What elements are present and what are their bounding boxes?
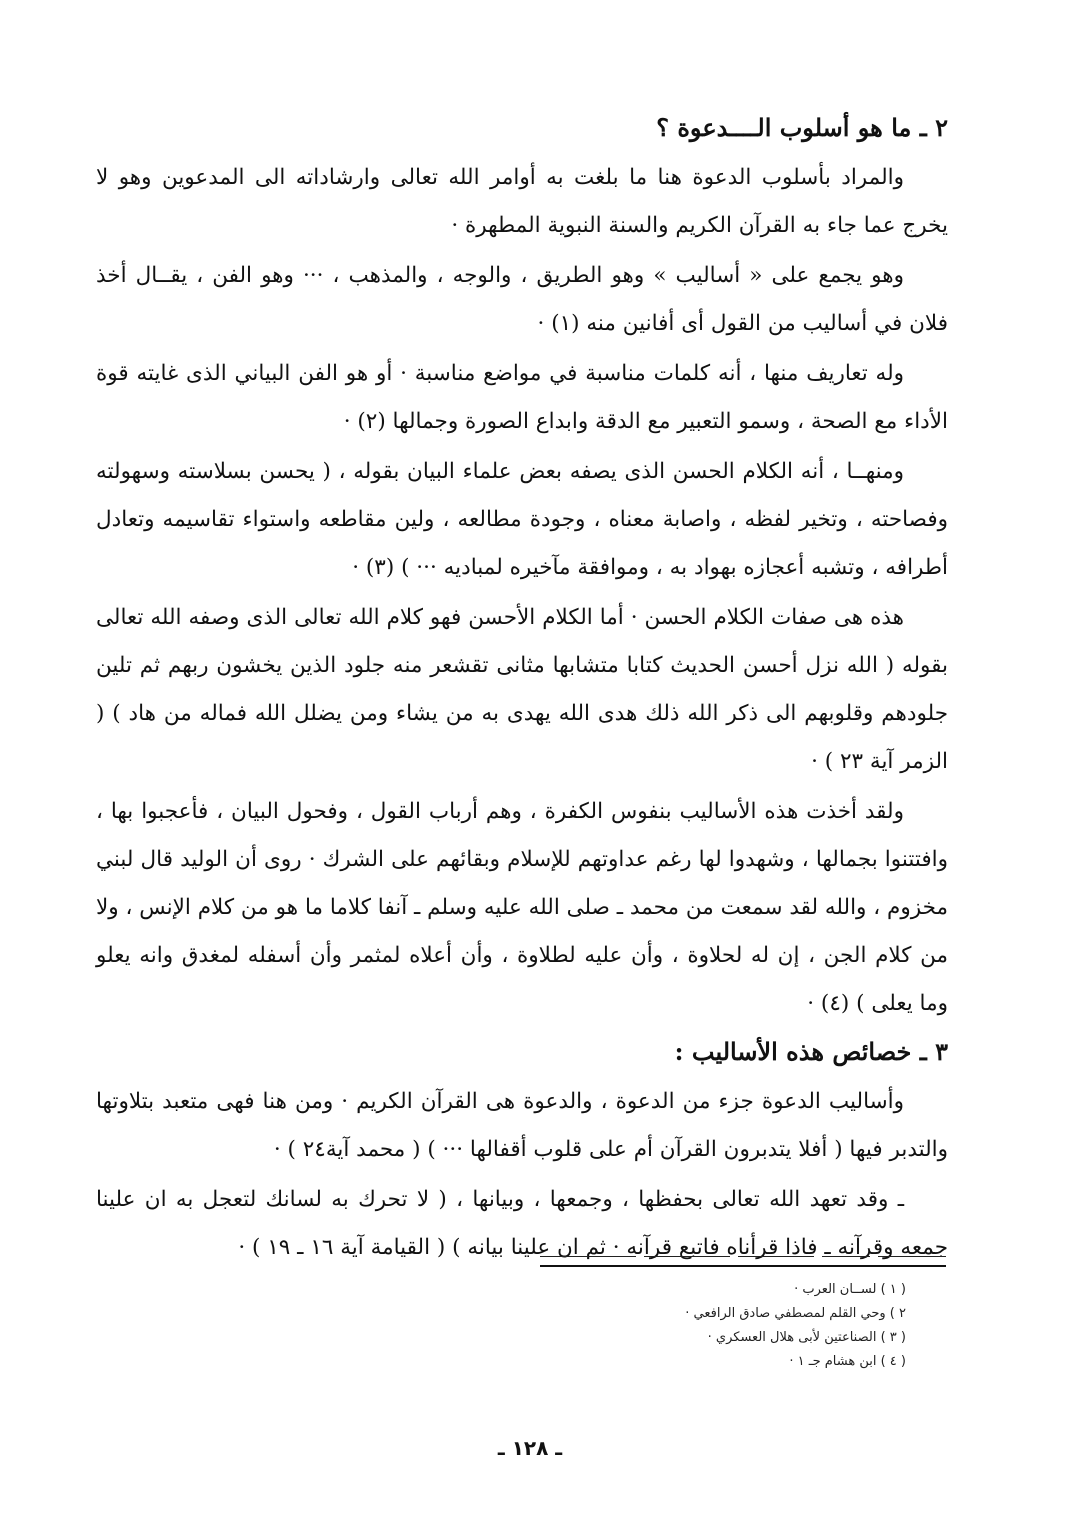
page-number: ـ ١٢٨ ـ xyxy=(497,1436,563,1460)
paragraph: وله تعاريف منها ، أنه كلمات مناسبة في مواضع مناسبة · أو هو الفن البياني الذى غايته قوة الأداء مع الصحة ، وسمو التعبير مع الدقة وابداع الصورة وجمالها (٢) · xyxy=(96,361,948,434)
section-heading-2: ٢ ـ ما هو أسلوب الــــدعوة ؟ xyxy=(656,113,948,142)
footnote-separator-dash xyxy=(878,1256,946,1257)
page-body xyxy=(96,108,948,1272)
footnote-separator-rule xyxy=(540,1265,946,1267)
paragraph: ـ وقد تعهد الله تعالى بحفظها ، وجمعها ، وبيانها ، ( لا تحرك به لسانك لتعجل به ان علينا جمعه وقرآنه ـ فاذا قرأناه فاتبع قرآنه · ثم ان علينا بيانه ) ( القيامة آية ١٦ ـ ١٩ ) · xyxy=(96,1187,948,1260)
paragraph: وأساليب الدعوة جزء من الدعوة ، والدعوة هى القرآن الكريم · ومن هنا فهى متعبد بتلاوتها والتدبر فيها ( أفلا يتدبرون القرآن أم على قلوب أقفالها ··· ) ( محمد آية٢٤ ) · xyxy=(96,1089,948,1162)
paragraph: هذه هى صفات الكلام الحسن · أما الكلام الأحسن فهو كلام الله تعالى الذى وصفه الله تعالى بقوله ( الله نزل أحسن الحديث كتابا متشابها مثانى تقشعر منه جلود الذين يخشون ربهم ثم تلين جلودهم وقلوبهم الى ذكر الله ذلك هدى الله يهدى به من يشاء ومن يضلل الله فماله من هاد ) ( الزمر آية ٢٣ ) · xyxy=(96,605,948,774)
section-heading-3: ٣ ـ خصائص هذه الأساليب : xyxy=(674,1037,948,1066)
footnote: ( ٤ ) ابن هشام جـ ١ · xyxy=(789,1354,906,1369)
footnote: ٢ ) وحي القلم لمصطفي صادق الرافعي · xyxy=(685,1306,906,1321)
footnote-separator-dash xyxy=(540,1256,636,1257)
footnote-separator-dash xyxy=(644,1256,730,1257)
footnote-separator-dash xyxy=(738,1256,814,1257)
footnote: ( ٣ ) الصناعتين لأبى هلال العسكري · xyxy=(707,1330,906,1345)
footnote: ( ١ ) لســان العرب · xyxy=(794,1282,906,1297)
paragraph: ومنهــا ، أنه الكلام الحسن الذى يصفه بعض علماء البيان بقوله ، ( يحسن بسلاسته وسهولته وفصاحته ، وتخير لفظه ، واصابة معناه ، وجودة مطالعه ، ولين مقاطعه واستواء تقاسيمه وتعادل أطرافه ، وتشبه أعجازه بهواد به ، وموافقة مآخيره لمباديه ··· ) (٣) · xyxy=(96,459,948,580)
footnote-separator-dash xyxy=(822,1256,870,1257)
paragraph: وهو يجمع على « أساليب » وهو الطريق ، والوجه ، والمذهب ، ··· وهو الفن ، يقــال أخذ فلان في أساليب من القول أى أفانين منه (١) · xyxy=(96,263,948,336)
footnotes xyxy=(560,1278,906,1374)
paragraph: والمراد بأسلوب الدعوة هنا ما بلغت به أوامر الله تعالى وارشاداته الى المدعوين وهو لا يخرج عما جاء به القرآن الكريم والسنة النبوية المطهرة · xyxy=(96,165,948,238)
paragraph: ولقد أخذت هذه الأساليب بنفوس الكفرة ، وهم أرباب القول ، وفحول البيان ، فأعجبوا بها ، وافتتنوا بجمالها ، وشهدوا لها رغم عداوتهم للإسلام وبقائهم على الشرك · روى أن الوليد قال لبني مخزوم ، والله لقد سمعت من محمد ـ صلى الله عليه وسلم ـ آنفا كلاما ما هو من كلام الإنس ، ولا من كلام الجن ، إن له لحلاوة ، وأن عليه لطلاوة ، وأن أعلاه لمثمر وأن أسفله لمغدق وانه يعلو وما يعلى ) (٤) · xyxy=(96,799,949,1016)
